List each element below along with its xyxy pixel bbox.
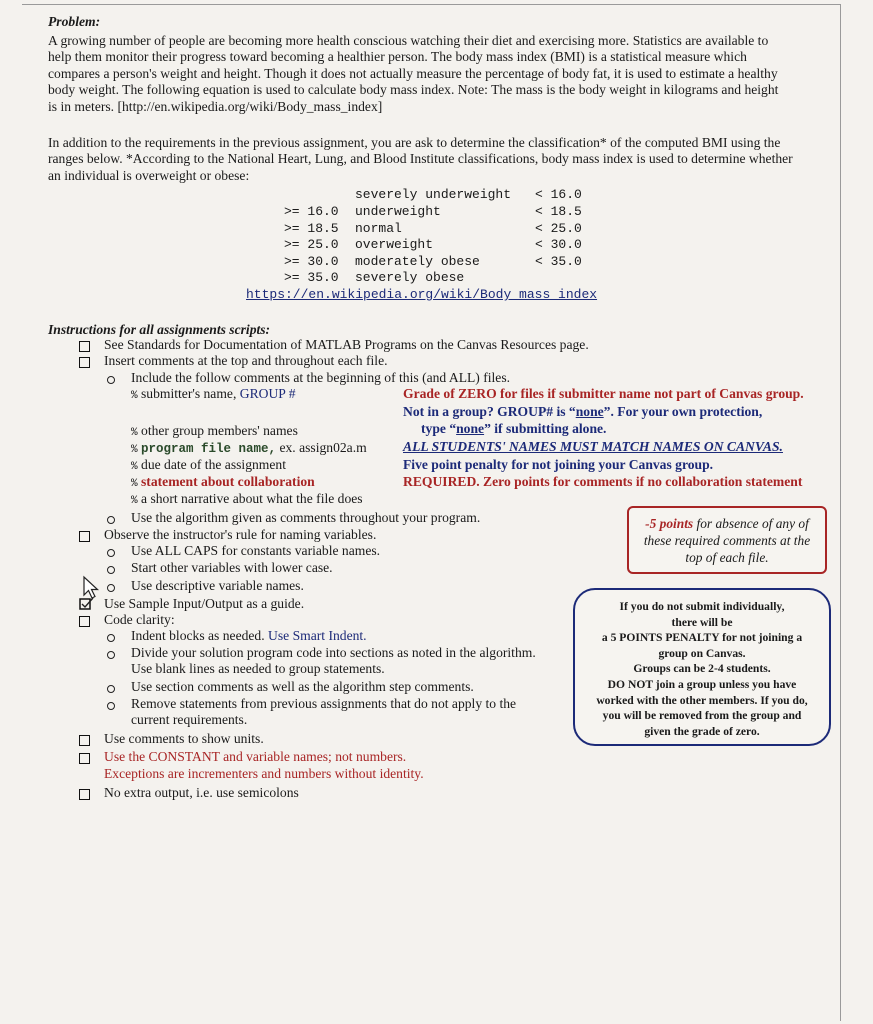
- group-box-line: Groups can be 2-4 students.: [633, 662, 771, 676]
- note-not-in-group: Not in a group? GROUP# is “none”. For your own protection,: [403, 404, 763, 419]
- insert-comments: Insert comments at the top and throughout each file.: [104, 353, 388, 368]
- instructions-heading: Instructions for all assignments scripts:: [48, 322, 271, 337]
- bmi-label: severely underweight: [355, 187, 512, 202]
- all-caps: Use ALL CAPS for constants variable names.: [131, 543, 381, 558]
- checkbox[interactable]: [79, 341, 90, 352]
- group-box-line: group on Canvas.: [658, 646, 746, 660]
- bullet-icon: [107, 651, 115, 659]
- para2-line-3: an individual is overweight or obese:: [48, 168, 250, 183]
- bmi-high: < 30.0: [535, 237, 582, 252]
- bmi-low: >= 25.0: [284, 237, 339, 252]
- note-type-none: type “none” if submitting alone.: [421, 421, 607, 436]
- bmi-label: normal: [355, 221, 402, 236]
- group-box-line: there will be: [671, 615, 733, 629]
- note-names-match: ALL STUDENTS' NAMES MUST MATCH NAMES ON CANVAS.: [403, 439, 783, 454]
- checkbox[interactable]: [79, 531, 90, 542]
- include-comments: Include the follow comments at the beginning of this (and ALL) files.: [131, 370, 511, 385]
- problem-line-5: is in meters. [http://en.wikipedia.org/wiki/Body_mass_index]: [48, 99, 383, 114]
- bmi-high: < 16.0: [535, 187, 582, 202]
- divide-line-1: Divide your solution program code into sections as noted in the algorithm.: [131, 645, 536, 660]
- bullet-icon: [107, 376, 115, 384]
- group-box-line: If you do not submit individually,: [619, 600, 785, 613]
- bmi-low: >= 18.5: [284, 221, 339, 236]
- descriptive-names: Use descriptive variable names.: [131, 578, 304, 593]
- problem-line-2: help them monitor their progress toward becoming a healthier person. The body mass index (BMI) is a statistical measure which: [48, 49, 747, 64]
- bmi-high: < 25.0: [535, 221, 582, 236]
- comment-narrative: % a short narrative about what the file does: [131, 491, 363, 507]
- checkbox[interactable]: [79, 735, 90, 746]
- bullet-icon: [107, 634, 115, 642]
- bullet-icon: [107, 685, 115, 693]
- group-box-line: DO NOT join a group unless you have: [607, 677, 797, 691]
- penalty-line: these required comments at the: [643, 533, 811, 548]
- bmi-label: moderately obese: [355, 254, 480, 269]
- problem-line-1: A growing number of people are becoming more health conscious watching their diet and exercising more. Statistics are available to: [48, 33, 769, 48]
- bullet-icon: [107, 549, 115, 557]
- indent-blocks: Indent blocks as needed. Use Smart Indent.: [131, 628, 367, 643]
- use-algorithm: Use the algorithm given as comments throughout your program.: [131, 510, 481, 525]
- remove-line-1: Remove statements from previous assignments that do not apply to the: [131, 696, 517, 711]
- bmi-high: < 35.0: [535, 254, 582, 269]
- bmi-high: < 18.5: [535, 204, 582, 219]
- bullet-icon: [107, 566, 115, 574]
- problem-heading: Problem:: [48, 14, 101, 29]
- wikipedia-link[interactable]: https://en.wikipedia.org/wiki/Body_mass_index: [246, 287, 598, 302]
- group-box-line: a 5 POINTS PENALTY for not joining a: [601, 631, 803, 645]
- bullet-icon: [107, 702, 115, 710]
- note-five-point: Five point penalty for not joining your Canvas group.: [403, 457, 714, 472]
- no-extra-output: No extra output, i.e. use semicolons: [104, 785, 299, 800]
- penalty-line: for absence of any of: [696, 516, 809, 531]
- para2-line-2: ranges below. *According to the National Heart, Lung, and Blood Institute classifications, body mass index is used to determine whether: [48, 151, 793, 166]
- comment-due-date: % due date of the assignment: [131, 457, 286, 473]
- bmi-label: underweight: [355, 204, 441, 219]
- section-comments: Use section comments as well as the algorithm step comments.: [131, 679, 474, 694]
- penalty-line: top of each file.: [685, 550, 769, 565]
- code-clarity: Code clarity:: [104, 612, 175, 627]
- constants-line-1: Use the CONSTANT and variable names; not numbers.: [104, 749, 407, 764]
- note-required: REQUIRED. Zero points for comments if no collaboration statement: [403, 474, 803, 489]
- checked-checkbox-icon[interactable]: [79, 597, 95, 611]
- sample-io: Use Sample Input/Output as a guide.: [104, 596, 305, 611]
- problem-line-4: body weight. The following equation is used to calculate body mass index. Note: The mass is the body weight in kilograms and height: [48, 82, 779, 97]
- bmi-low: >= 30.0: [284, 254, 339, 269]
- group-box-line: worked with the other members. If you do,: [596, 693, 808, 707]
- bmi-label: overweight: [355, 237, 434, 252]
- comment-submitter: % submitter's name, GROUP #: [131, 386, 296, 402]
- bmi-low: >= 16.0: [284, 204, 339, 219]
- penalty-box: [627, 506, 827, 574]
- checkbox[interactable]: [79, 753, 90, 764]
- lower-case: Start other variables with lower case.: [131, 560, 333, 575]
- divide-line-2: Use blank lines as needed to group statements.: [131, 661, 385, 676]
- bullet-icon: [107, 584, 115, 592]
- checkbox[interactable]: [79, 789, 90, 800]
- remove-line-2: current requirements.: [131, 712, 248, 727]
- comment-program-file: % program file name, ex. assign02a.m: [131, 440, 367, 456]
- group-box-line: given the grade of zero.: [644, 724, 760, 738]
- group-penalty-box: [573, 588, 831, 746]
- comment-collab: % statement about collaboration: [131, 474, 315, 490]
- observe-rule: Observe the instructor's rule for naming variables.: [104, 527, 377, 542]
- note-grade-zero: Grade of ZERO for files if submitter name not part of Canvas group.: [403, 386, 804, 401]
- group-box-line: you will be removed from the group and: [602, 709, 802, 723]
- checkbox[interactable]: [79, 357, 90, 368]
- constants-line-2: Exceptions are incrementers and numbers without identity.: [104, 766, 424, 781]
- bmi-label: severely obese: [355, 270, 465, 285]
- see-standards: See Standards for Documentation of MATLAB Programs on the Canvas Resources page.: [104, 337, 589, 352]
- show-units: Use comments to show units.: [104, 731, 264, 746]
- penalty-lead: -5 points: [645, 516, 694, 531]
- checkbox[interactable]: [79, 616, 90, 627]
- comment-other-members: % other group members' names: [131, 423, 298, 439]
- bmi-low: >= 35.0: [284, 270, 339, 285]
- bullet-icon: [107, 516, 115, 524]
- para2-line-1: In addition to the requirements in the previous assignment, you are ask to determine the classification* of the computed BMI using the: [48, 135, 781, 150]
- problem-line-3: compares a person's weight and height. Though it does not actually measure the percentage of body fat, it is used to estimate a healthy: [48, 66, 778, 81]
